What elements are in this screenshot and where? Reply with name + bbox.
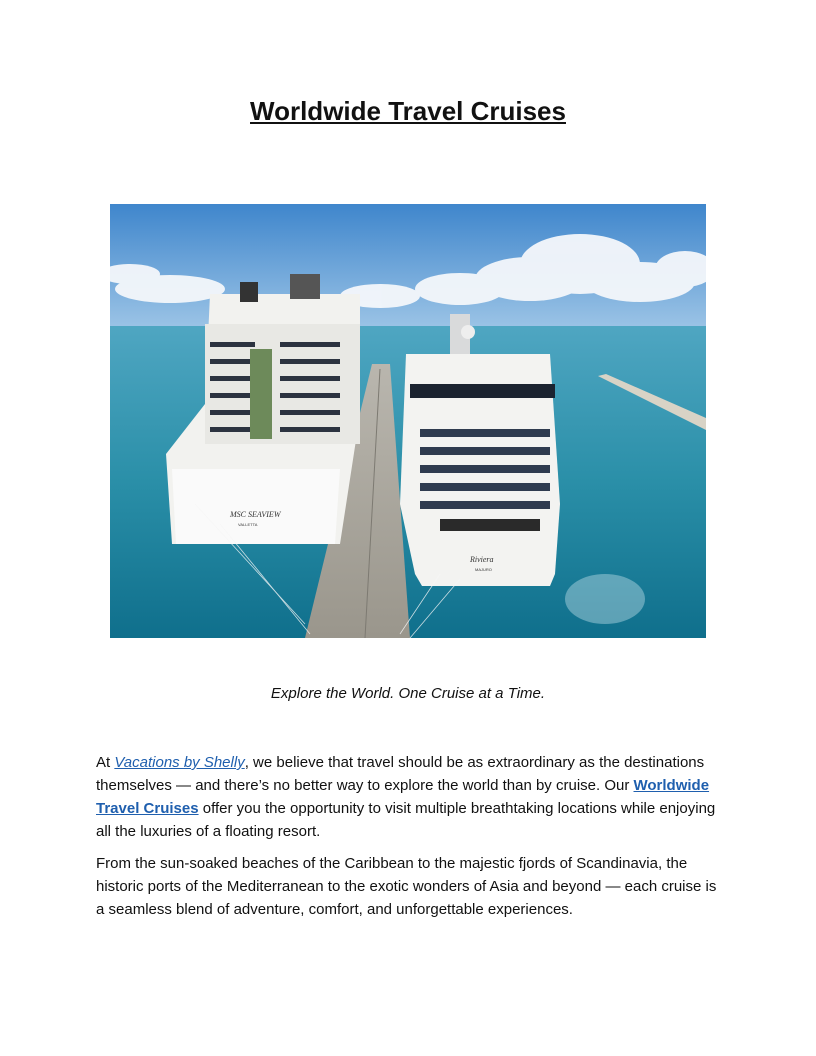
body-text <box>96 751 726 930</box>
intro-paragraph <box>96 751 726 843</box>
ship-left-name: MSC SEAVIEW <box>230 510 281 519</box>
ship-right-port: MAJURO <box>475 567 492 572</box>
tagline: Explore the World. One Cruise at a Time. <box>270 685 546 702</box>
vacations-by-shelly-link[interactable]: Vacations by Shelly <box>114 754 245 771</box>
paragraph-text: , we believe that travel should be as extraordinary as the destinations themselves — and there’s no better way to explore the world than by cruise. Our <box>96 754 705 794</box>
worldwide-travel-cruises-link[interactable]: Worldwide Travel Cruises <box>96 777 710 817</box>
ship-left-port: VALLETTA <box>238 522 258 527</box>
paragraph-text: offer you the opportunity to visit multiple breathtaking locations while enjoying all the luxuries of a floating resort. <box>96 800 716 840</box>
ship-right-name: Riviera <box>470 555 494 564</box>
destinations-paragraph: From the sun-soaked beaches of the Caribbean to the majestic fjords of Scandinavia, the historic ports of the Mediterranean to the exotic wonders of Asia and beyond — each cruise is a seamless blend of adventure, comfort, and unforgettable experiences. <box>96 855 717 918</box>
cruise-ships-photo <box>110 204 706 638</box>
paragraph-text: At <box>96 754 115 771</box>
page-title: Worldwide Travel Cruises <box>250 96 566 126</box>
